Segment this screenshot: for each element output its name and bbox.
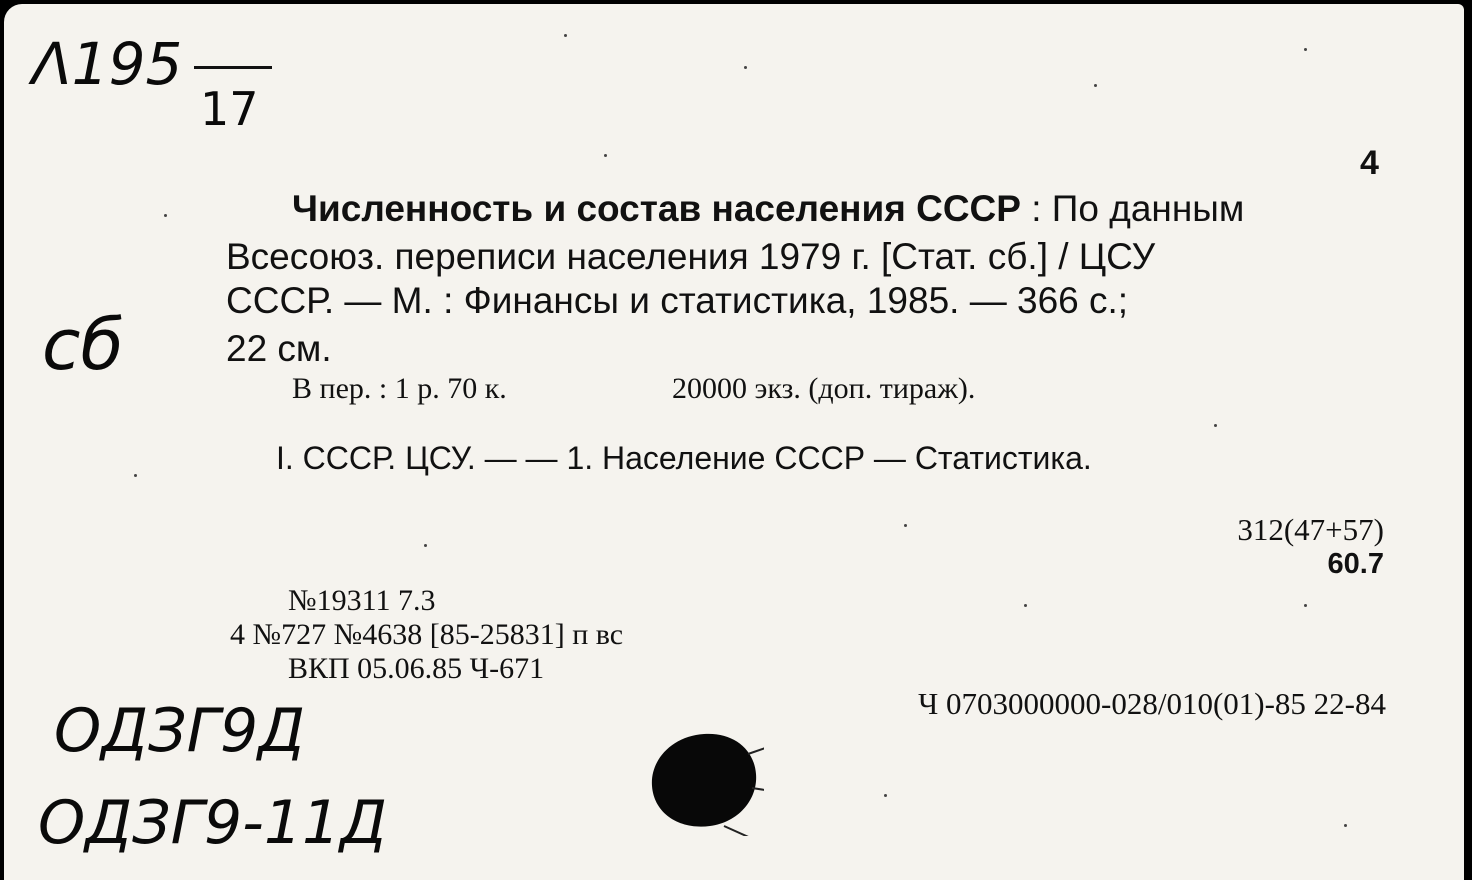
record-line-1 (292, 190, 1244, 228)
scan-speck (1214, 424, 1217, 427)
reference-line-1: №19311 7.3 (288, 584, 436, 617)
scan-speck (1344, 824, 1347, 827)
subject-headings: I. СССР. ЦСУ. — — 1. Население СССР — Статистика. (276, 440, 1092, 476)
record-title: Численность и состав населения СССР (292, 188, 1021, 229)
index-line: Ч 0703000000-028/010(01)-85 22-84 (918, 686, 1386, 721)
handwritten-code-1: ОДЗГ9Д (54, 696, 306, 766)
scan-speck (604, 154, 607, 157)
price-note: В пер. : 1 р. 70 к. (292, 372, 507, 405)
ink-blot (644, 726, 764, 836)
scan-speck (1094, 84, 1097, 87)
record-line-2: Всесоюз. переписи населения 1979 г. [Стат. сб.] / ЦСУ (226, 236, 1156, 277)
scan-speck (164, 214, 167, 217)
scan-speck (1024, 604, 1027, 607)
scan-speck (1304, 48, 1307, 51)
handwritten-shelfmark-sub: 17 (200, 82, 259, 136)
reference-line-2: 4 №727 №4638 [85-25831] п вс (230, 618, 624, 651)
card-number: 4 (1360, 144, 1379, 182)
scan-speck (564, 34, 567, 37)
record-line-3: СССР. — М. : Финансы и статистика, 1985. — 366 с.; (226, 280, 1129, 321)
reference-line-3: ВКП 05.06.85 Ч-671 (288, 652, 545, 685)
classification-1: 312(47+57) (1237, 512, 1384, 547)
handwritten-margin-mark: сб (42, 304, 124, 386)
scan-speck (904, 524, 907, 527)
scan-speck (884, 794, 887, 797)
copies-note: 20000 экз. (доп. тираж). (672, 372, 976, 405)
handwritten-shelfmark: Λ195 (32, 30, 183, 98)
scan-speck (134, 474, 137, 477)
scan-speck (424, 544, 427, 547)
classification-2: 60.7 (1327, 548, 1384, 580)
shelfmark-rule (194, 66, 272, 69)
scan-speck (744, 66, 747, 69)
handwritten-code-2: ОДЗГ9-11Д (38, 788, 388, 858)
scan-speck (1304, 604, 1307, 607)
catalog-card (4, 4, 1464, 880)
record-line-4: 22 см. (226, 328, 332, 369)
record-title-rest: : По данным (1020, 188, 1245, 229)
